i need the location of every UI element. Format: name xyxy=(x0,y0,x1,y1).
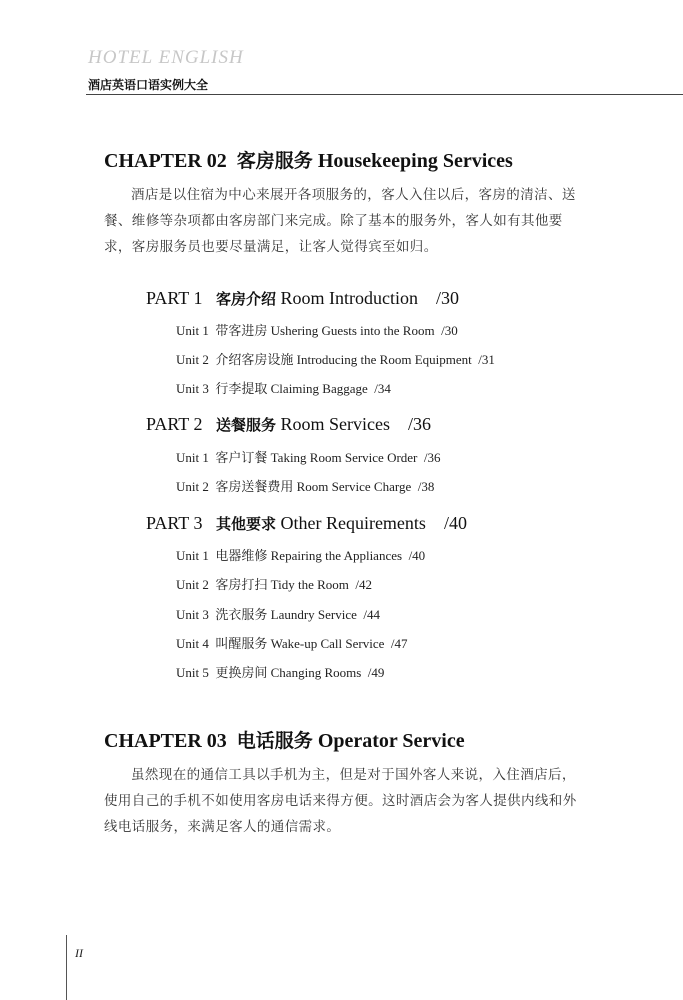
unit-title-cn: 电器维修 xyxy=(215,549,268,564)
unit-label: Unit 1 xyxy=(176,450,209,465)
part-title-cn: 送餐服务 xyxy=(215,416,276,434)
part-label: PART 2 xyxy=(146,414,203,434)
part-title-en: Room Services xyxy=(280,414,390,434)
part-3-title xyxy=(146,513,467,534)
unit-page: /44 xyxy=(363,607,381,622)
part-label: PART 3 xyxy=(146,513,203,533)
unit-title-cn: 更换房间 xyxy=(215,666,268,681)
unit-page: /34 xyxy=(374,381,391,396)
chapter-03-title-en: Operator Service xyxy=(317,730,465,752)
part-title-cn: 客房介绍 xyxy=(215,290,276,308)
part-label: PART 1 xyxy=(146,288,203,308)
toc-unit-row xyxy=(176,320,458,339)
unit-label: Unit 3 xyxy=(176,381,209,396)
unit-title-en: Room Service Charge xyxy=(296,479,412,494)
part-title-en: Room Introduction xyxy=(280,288,418,308)
unit-page: /30 xyxy=(441,323,458,338)
part-title-en: Other Requirements xyxy=(280,513,426,533)
chapter-03-title xyxy=(104,726,465,753)
chapter-02-intro: 酒店是以住宿为中心来展开各项服务的，客人入住以后，客房的清洁、送餐、维修等杂项都由客房部门来完成。除了基本的服务外，客人如有其他要求，客房服务员也要尽量满足，让客人觉得宾至如归。 xyxy=(104,187,576,255)
toc-unit-row xyxy=(176,378,391,397)
unit-page: /47 xyxy=(390,636,408,651)
toc-unit-row xyxy=(176,662,384,681)
part-1-title xyxy=(146,288,459,309)
toc-unit-row xyxy=(176,574,372,593)
header-book-title-en: HOTEL ENGLISH xyxy=(88,47,244,68)
unit-title-en: Introducing the Room Equipment xyxy=(296,352,472,367)
toc-unit-row xyxy=(176,545,425,564)
part-page: /36 xyxy=(407,414,431,434)
unit-page: /38 xyxy=(417,479,435,494)
unit-title-cn: 介绍客房设施 xyxy=(215,353,294,368)
unit-label: Unit 4 xyxy=(176,636,209,651)
unit-title-cn: 客户订餐 xyxy=(215,451,268,466)
toc-unit-row xyxy=(176,476,434,495)
part-page: /40 xyxy=(443,513,467,533)
unit-page: /49 xyxy=(367,665,385,680)
unit-title-en: Taking Room Service Order xyxy=(270,450,418,465)
chapter-03-intro: 虽然现在的通信工具以手机为主，但是对于国外客人来说，入住酒店后，使用自己的手机不如使用客房电话来得方便。这时酒店会为客人提供内线和外线电话服务，来满足客人的通信需求。 xyxy=(104,767,577,835)
unit-page: /36 xyxy=(423,450,441,465)
unit-label: Unit 2 xyxy=(176,577,209,592)
part-2-title xyxy=(146,414,431,435)
unit-title-en: Changing Rooms xyxy=(270,665,362,680)
part-title-cn: 其他要求 xyxy=(215,515,276,533)
chapter-03-number: CHAPTER 03 xyxy=(104,730,227,752)
unit-title-cn: 行李提取 xyxy=(215,382,268,397)
toc-unit-row xyxy=(176,633,408,652)
unit-label: Unit 1 xyxy=(176,548,209,563)
unit-title-en: Repairing the Appliances xyxy=(270,548,403,563)
unit-label: Unit 3 xyxy=(176,607,209,622)
toc-unit-row xyxy=(176,447,441,466)
unit-title-cn: 洗衣服务 xyxy=(215,608,268,623)
page-number: II xyxy=(75,946,83,960)
chapter-03-title-cn: 电话服务 xyxy=(236,730,313,752)
unit-label: Unit 5 xyxy=(176,665,209,680)
unit-label: Unit 2 xyxy=(176,479,209,494)
part-page: /30 xyxy=(435,288,459,308)
chapter-02-number: CHAPTER 02 xyxy=(104,150,227,172)
toc-unit-row xyxy=(176,604,380,623)
chapter-02-title-cn: 客房服务 xyxy=(236,150,313,172)
footer-divider xyxy=(66,935,67,1000)
unit-label: Unit 1 xyxy=(176,323,209,338)
unit-title-cn: 叫醒服务 xyxy=(215,637,268,652)
unit-title-cn: 带客进房 xyxy=(215,324,268,339)
unit-page: /42 xyxy=(355,577,373,592)
unit-title-en: Wake-up Call Service xyxy=(270,636,385,651)
unit-page: /31 xyxy=(478,352,495,367)
header-book-title-cn: 酒店英语口语实例大全 xyxy=(88,78,209,92)
unit-title-en: Claiming Baggage xyxy=(270,381,368,396)
chapter-02-title xyxy=(104,146,513,173)
unit-title-cn: 客房送餐费用 xyxy=(215,480,294,495)
chapter-02-title-en: Housekeeping Services xyxy=(317,150,513,172)
unit-title-en: Ushering Guests into the Room xyxy=(270,323,435,338)
unit-title-en: Laundry Service xyxy=(270,607,357,622)
unit-page: /40 xyxy=(408,548,426,563)
toc-unit-row xyxy=(176,349,495,368)
unit-label: Unit 2 xyxy=(176,352,209,367)
unit-title-en: Tidy the Room xyxy=(270,577,349,592)
header-divider xyxy=(86,94,683,95)
unit-title-cn: 客房打扫 xyxy=(215,578,268,593)
